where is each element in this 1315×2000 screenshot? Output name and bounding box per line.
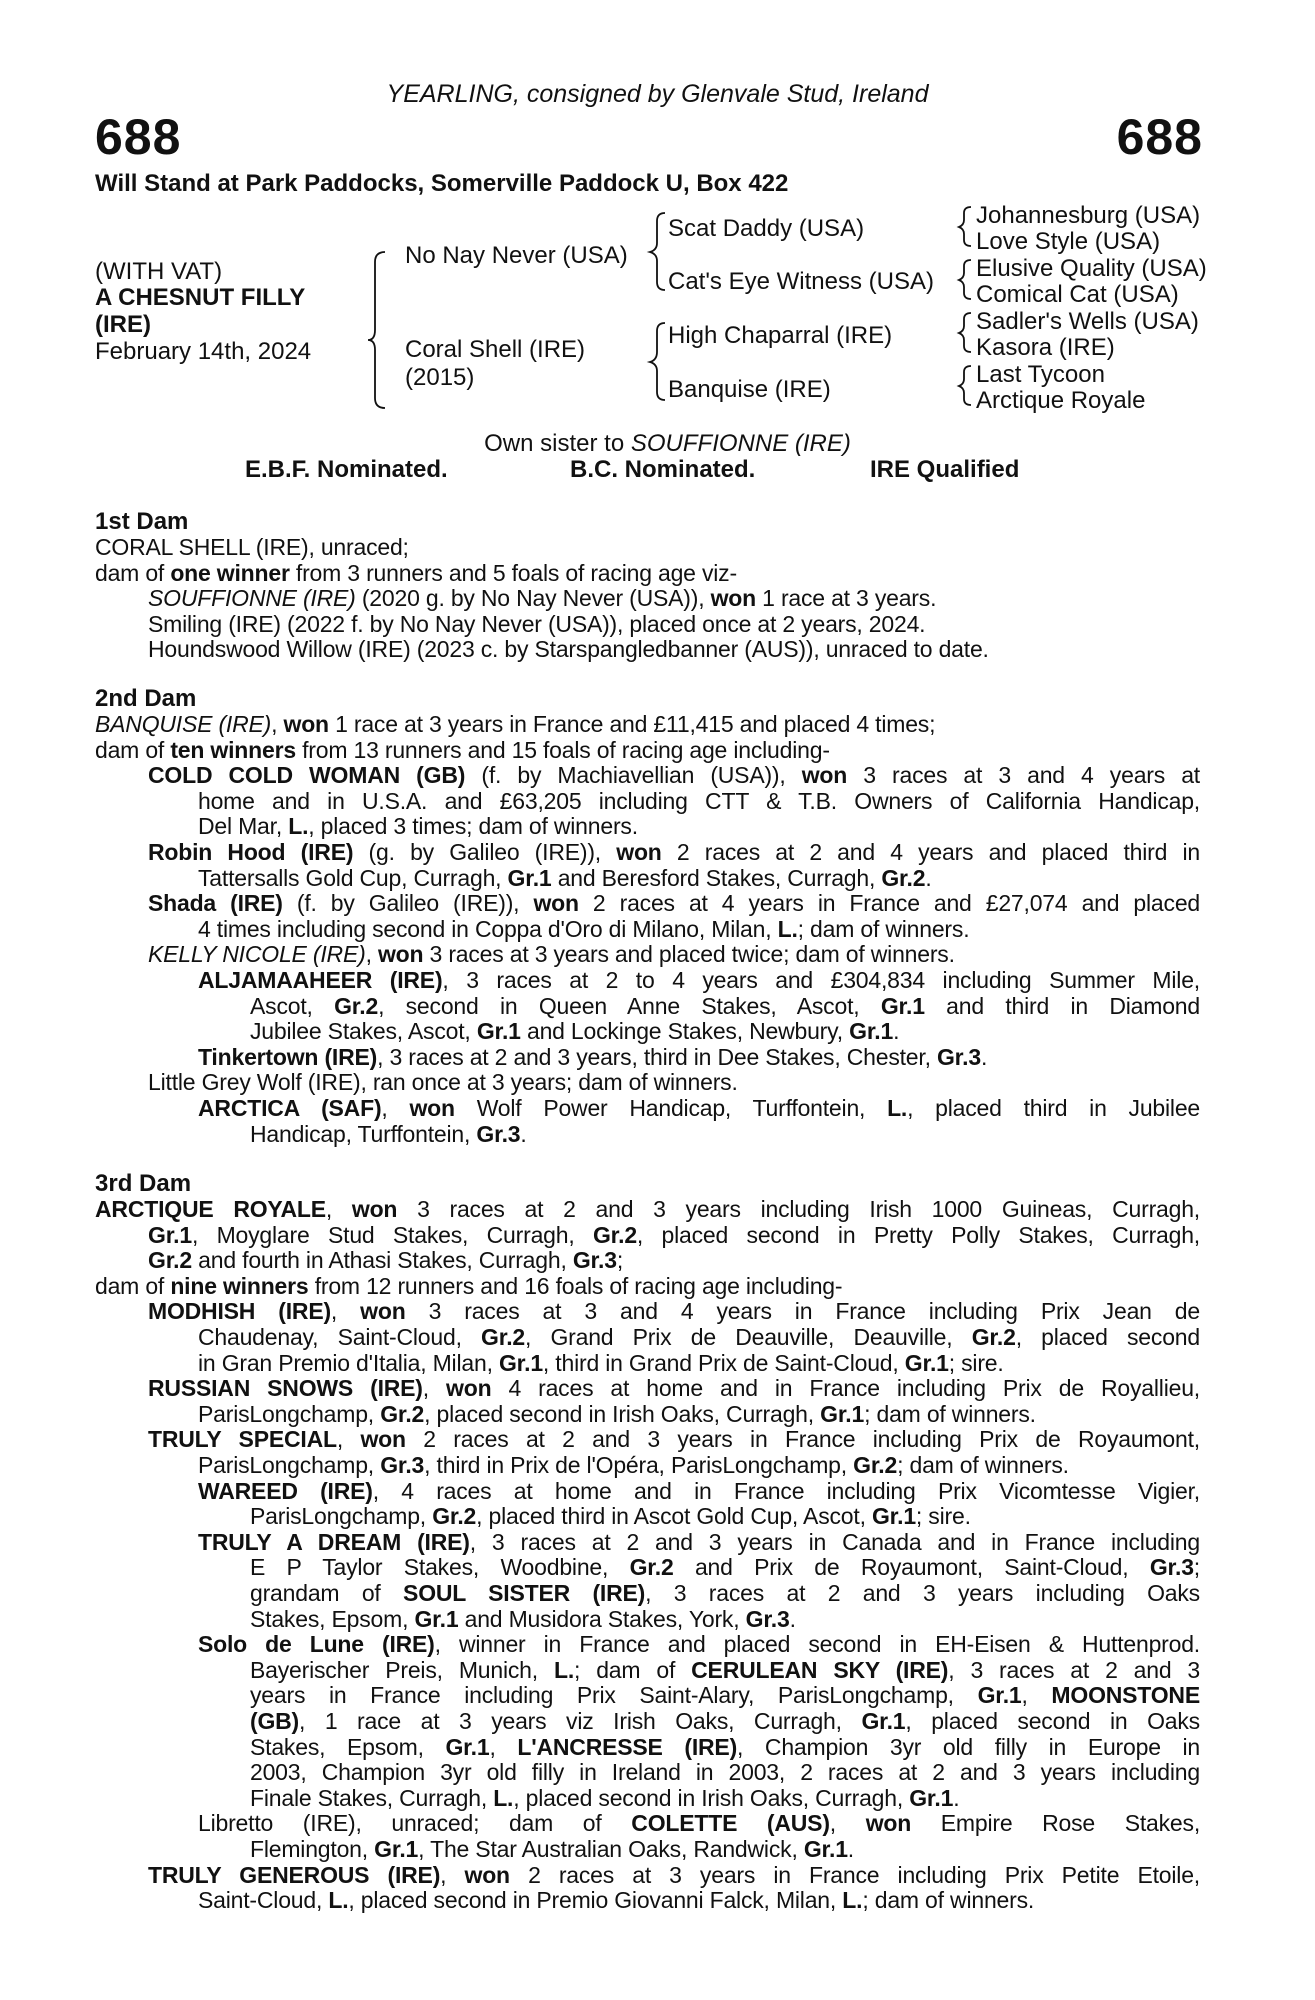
third-dam-line: MODHISH (IRE), won 3 races at 3 and 4 years in France including Prix Jean de (148, 1298, 1200, 1325)
sister-note: Own sister to SOUFFIONNE (IRE) (484, 430, 851, 457)
third-dam-line: Flemington, Gr.1, The Star Australian Oaks, Randwick, Gr.1. (250, 1836, 854, 1862)
third-dam-line: Stakes, Epsom, Gr.1, L'ANCRESSE (IRE), Champion 3yr old filly in Europe in (250, 1733, 1200, 1760)
second-dam-line: ALJAMAAHEER (IRE), 3 races at 2 to 4 years and £304,834 including Summer Mile, (198, 967, 1200, 993)
pedigree-dam-year: (2015) (405, 364, 475, 391)
third-dam-line: (GB), 1 race at 3 years viz Irish Oaks, Curragh, Gr.1, placed second in Oaks (250, 1708, 1200, 1734)
pedigree-dam: Coral Shell (IRE) (405, 336, 586, 363)
pedigree-sire-sire: Scat Daddy (USA) (668, 215, 865, 242)
second-dam-line: Robin Hood (IRE) (g. by Galileo (IRE)), won 2 races at 2 and 4 years and placed third in (148, 839, 1200, 865)
second-dam-line: COLD COLD WOMAN (GB) (f. by Machiavellian (USA)), won 3 races at 3 and 4 years at (148, 762, 1200, 789)
sale-subtitle: YEARLING, consigned by Glenvale Stud, Ireland (386, 80, 929, 108)
third-dam-line: ParisLongchamp, Gr.2, placed second in Irish Oaks, Curragh, Gr.1; dam of winners. (198, 1400, 1036, 1427)
third-dam-line: TRULY A DREAM (IRE), 3 races at 2 and 3 years in Canada and in France including (198, 1528, 1200, 1555)
first-dam-line: CORAL SHELL (IRE), unraced; (95, 534, 409, 560)
pedigree-g3-8: Arctique Royale (976, 387, 1146, 414)
second-dam-line: 4 times including second in Coppa d'Oro di Milano, Milan, L.; dam of winners. (198, 915, 970, 942)
second-dam-line: Del Mar, L., placed 3 times; dam of winners. (198, 813, 638, 840)
third-dam-line: Libretto (IRE), unraced; dam of COLETTE (AUS), won Empire Rose Stakes, (198, 1810, 1201, 1837)
second-dam-line: home and in U.S.A. and £63,205 including CTT & T.B. Owners of California Handicap, (198, 787, 1200, 814)
third-dam-line: Stakes, Epsom, Gr.1 and Musidora Stakes, York, Gr.3. (250, 1605, 796, 1632)
first-dam-line: Smiling (IRE) (2022 f. by No Nay Never (USA)), placed once at 2 years, 2024. (148, 610, 926, 637)
lot-number-right: 688 (1116, 109, 1203, 165)
second-dam-line: Little Grey Wolf (IRE), ran once at 3 years; dam of winners. (148, 1069, 738, 1096)
third-dam-line: Bayerischer Preis, Munich, L.; dam of CERULEAN SKY (IRE), 3 races at 2 and 3 (250, 1656, 1201, 1683)
pedigree-g3-5: Sadler's Wells (USA) (976, 308, 1199, 335)
third-dam-line: in Gran Premio d'Italia, Milan, Gr.1, third in Grand Prix de Saint-Cloud, Gr.1; sire. (198, 1349, 1004, 1376)
first-dam-heading: 1st Dam (95, 508, 189, 535)
second-dam-line: Tinkertown (IRE), 3 races at 2 and 3 years, third in Dee Stakes, Chester, Gr.3. (198, 1043, 988, 1070)
third-dam-line: ParisLongchamp, Gr.3, third in Prix de l'Opéra, ParisLongchamp, Gr.2; dam of winners. (198, 1452, 1069, 1478)
third-dam-line: Gr.1, Moyglare Stud Stakes, Curragh, Gr.2, placed second in Pretty Polly Stakes, Curragh, (148, 1221, 1200, 1248)
third-dam-line: Chaudenay, Saint-Cloud, Gr.2, Grand Prix de Deauville, Deauville, Gr.2, placed second (198, 1324, 1200, 1350)
ire-qualified: IRE Qualified (870, 456, 1020, 483)
second-dam-line: ARCTICA (SAF), won Wolf Power Handicap, Turffontein, L., placed third in Jubilee (198, 1095, 1201, 1121)
second-dam-line: Handicap, Turffontein, Gr.3. (250, 1120, 527, 1147)
third-dam-heading: 3rd Dam (95, 1170, 192, 1197)
pedigree-sire: No Nay Never (USA) (405, 242, 628, 269)
third-dam-line: E P Taylor Stakes, Woodbine, Gr.2 and Prix de Royaumont, Saint-Cloud, Gr.3; (250, 1554, 1200, 1581)
pedigree-g3-3: Elusive Quality (USA) (976, 255, 1207, 282)
second-dam-line: Tattersalls Gold Cup, Curragh, Gr.1 and Beresford Stakes, Curragh, Gr.2. (198, 864, 932, 891)
horse-dob: February 14th, 2024 (95, 338, 312, 365)
horse-country: (IRE) (95, 311, 151, 338)
bc-nomination: B.C. Nominated. (570, 456, 756, 483)
second-dam-line: Shada (IRE) (f. by Galileo (IRE)), won 2 races at 4 years in France and £27,074 and placed (148, 890, 1201, 917)
stand-location: Will Stand at Park Paddocks, Somerville Paddock U, Box 422 (95, 170, 789, 197)
third-dam-line: Gr.2 and fourth in Athasi Stakes, Curragh, Gr.3; (148, 1247, 624, 1274)
first-dam-line: Houndswood Willow (IRE) (2023 c. by Starspangledbanner (AUS)), unraced to date. (148, 636, 989, 663)
horse-name: A CHESNUT FILLY (95, 284, 306, 311)
second-dam-line: BANQUISE (IRE), won 1 race at 3 years in France and £11,415 and placed 4 times; (95, 711, 936, 737)
third-dam-line: RUSSIAN SNOWS (IRE), won 4 races at home and in France including Prix de Royallieu, (148, 1375, 1200, 1402)
lot-number-left: 688 (95, 109, 182, 165)
third-dam-line: TRULY GENEROUS (IRE), won 2 races at 3 years in France including Prix Petite Etoile, (148, 1861, 1200, 1888)
third-dam-line: TRULY SPECIAL, won 2 races at 2 and 3 years in France including Prix de Royaumont, (148, 1426, 1200, 1453)
first-dam-line: SOUFFIONNE (IRE) (2020 g. by No Nay Never (USA)), won 1 race at 3 years. (148, 585, 937, 612)
second-dam-line: KELLY NICOLE (IRE), won 3 races at 3 years and placed twice; dam of winners. (148, 941, 955, 968)
third-dam-line: WAREED (IRE), 4 races at home and in France including Prix Vicomtesse Vigier, (198, 1477, 1200, 1504)
third-dam-line: years in France including Prix Saint-Alary, ParisLongchamp, Gr.1, MOONSTONE (250, 1682, 1200, 1709)
third-dam-line: Solo de Lune (IRE), winner in France and placed second in EH-Eisen & Huttenprod. (198, 1631, 1200, 1658)
ebf-nomination: E.B.F. Nominated. (245, 456, 448, 483)
vat-note: (WITH VAT) (95, 258, 223, 285)
third-dam-line: Finale Stakes, Curragh, L., placed second in Irish Oaks, Curragh, Gr.1. (250, 1784, 960, 1811)
pedigree-dam-sire: High Chaparral (IRE) (668, 322, 893, 349)
pedigree-g3-6: Kasora (IRE) (976, 334, 1115, 361)
third-dam-line: dam of nine winners from 12 runners and 16 foals of racing age including- (95, 1272, 843, 1299)
pedigree-g3-4: Comical Cat (USA) (976, 281, 1179, 308)
second-dam-heading: 2nd Dam (95, 685, 197, 712)
third-dam-line: ARCTIQUE ROYALE, won 3 races at 2 and 3 years including Irish 1000 Guineas, Curragh, (95, 1196, 1200, 1222)
pedigree-dam-dam: Banquise (IRE) (668, 376, 831, 403)
pedigree-g3-7: Last Tycoon (976, 361, 1105, 388)
third-dam-line: Saint-Cloud, L., placed second in Premio Giovanni Falck, Milan, L.; dam of winners. (198, 1887, 1035, 1914)
third-dam-line: ParisLongchamp, Gr.2, placed third in Ascot Gold Cup, Ascot, Gr.1; sire. (250, 1503, 971, 1530)
second-dam-line: Ascot, Gr.2, second in Queen Anne Stakes, Ascot, Gr.1 and third in Diamond (250, 992, 1200, 1019)
second-dam-line: dam of ten winners from 13 runners and 15 foals of racing age including- (95, 736, 830, 763)
third-dam-line: 2003, Champion 3yr old filly in Ireland in 2003, 2 races at 2 and 3 years including (250, 1759, 1200, 1786)
first-dam-line: dam of one winner from 3 runners and 5 foals of racing age viz- (95, 559, 737, 586)
pedigree-g3-1: Johannesburg (USA) (976, 202, 1201, 229)
pedigree-g3-2: Love Style (USA) (976, 228, 1161, 255)
pedigree-sire-dam: Cat's Eye Witness (USA) (668, 268, 934, 295)
second-dam-line: Jubilee Stakes, Ascot, Gr.1 and Lockinge Stakes, Newbury, Gr.1. (250, 1018, 900, 1045)
third-dam-line: grandam of SOUL SISTER (IRE), 3 races at 2 and 3 years including Oaks (250, 1580, 1200, 1606)
